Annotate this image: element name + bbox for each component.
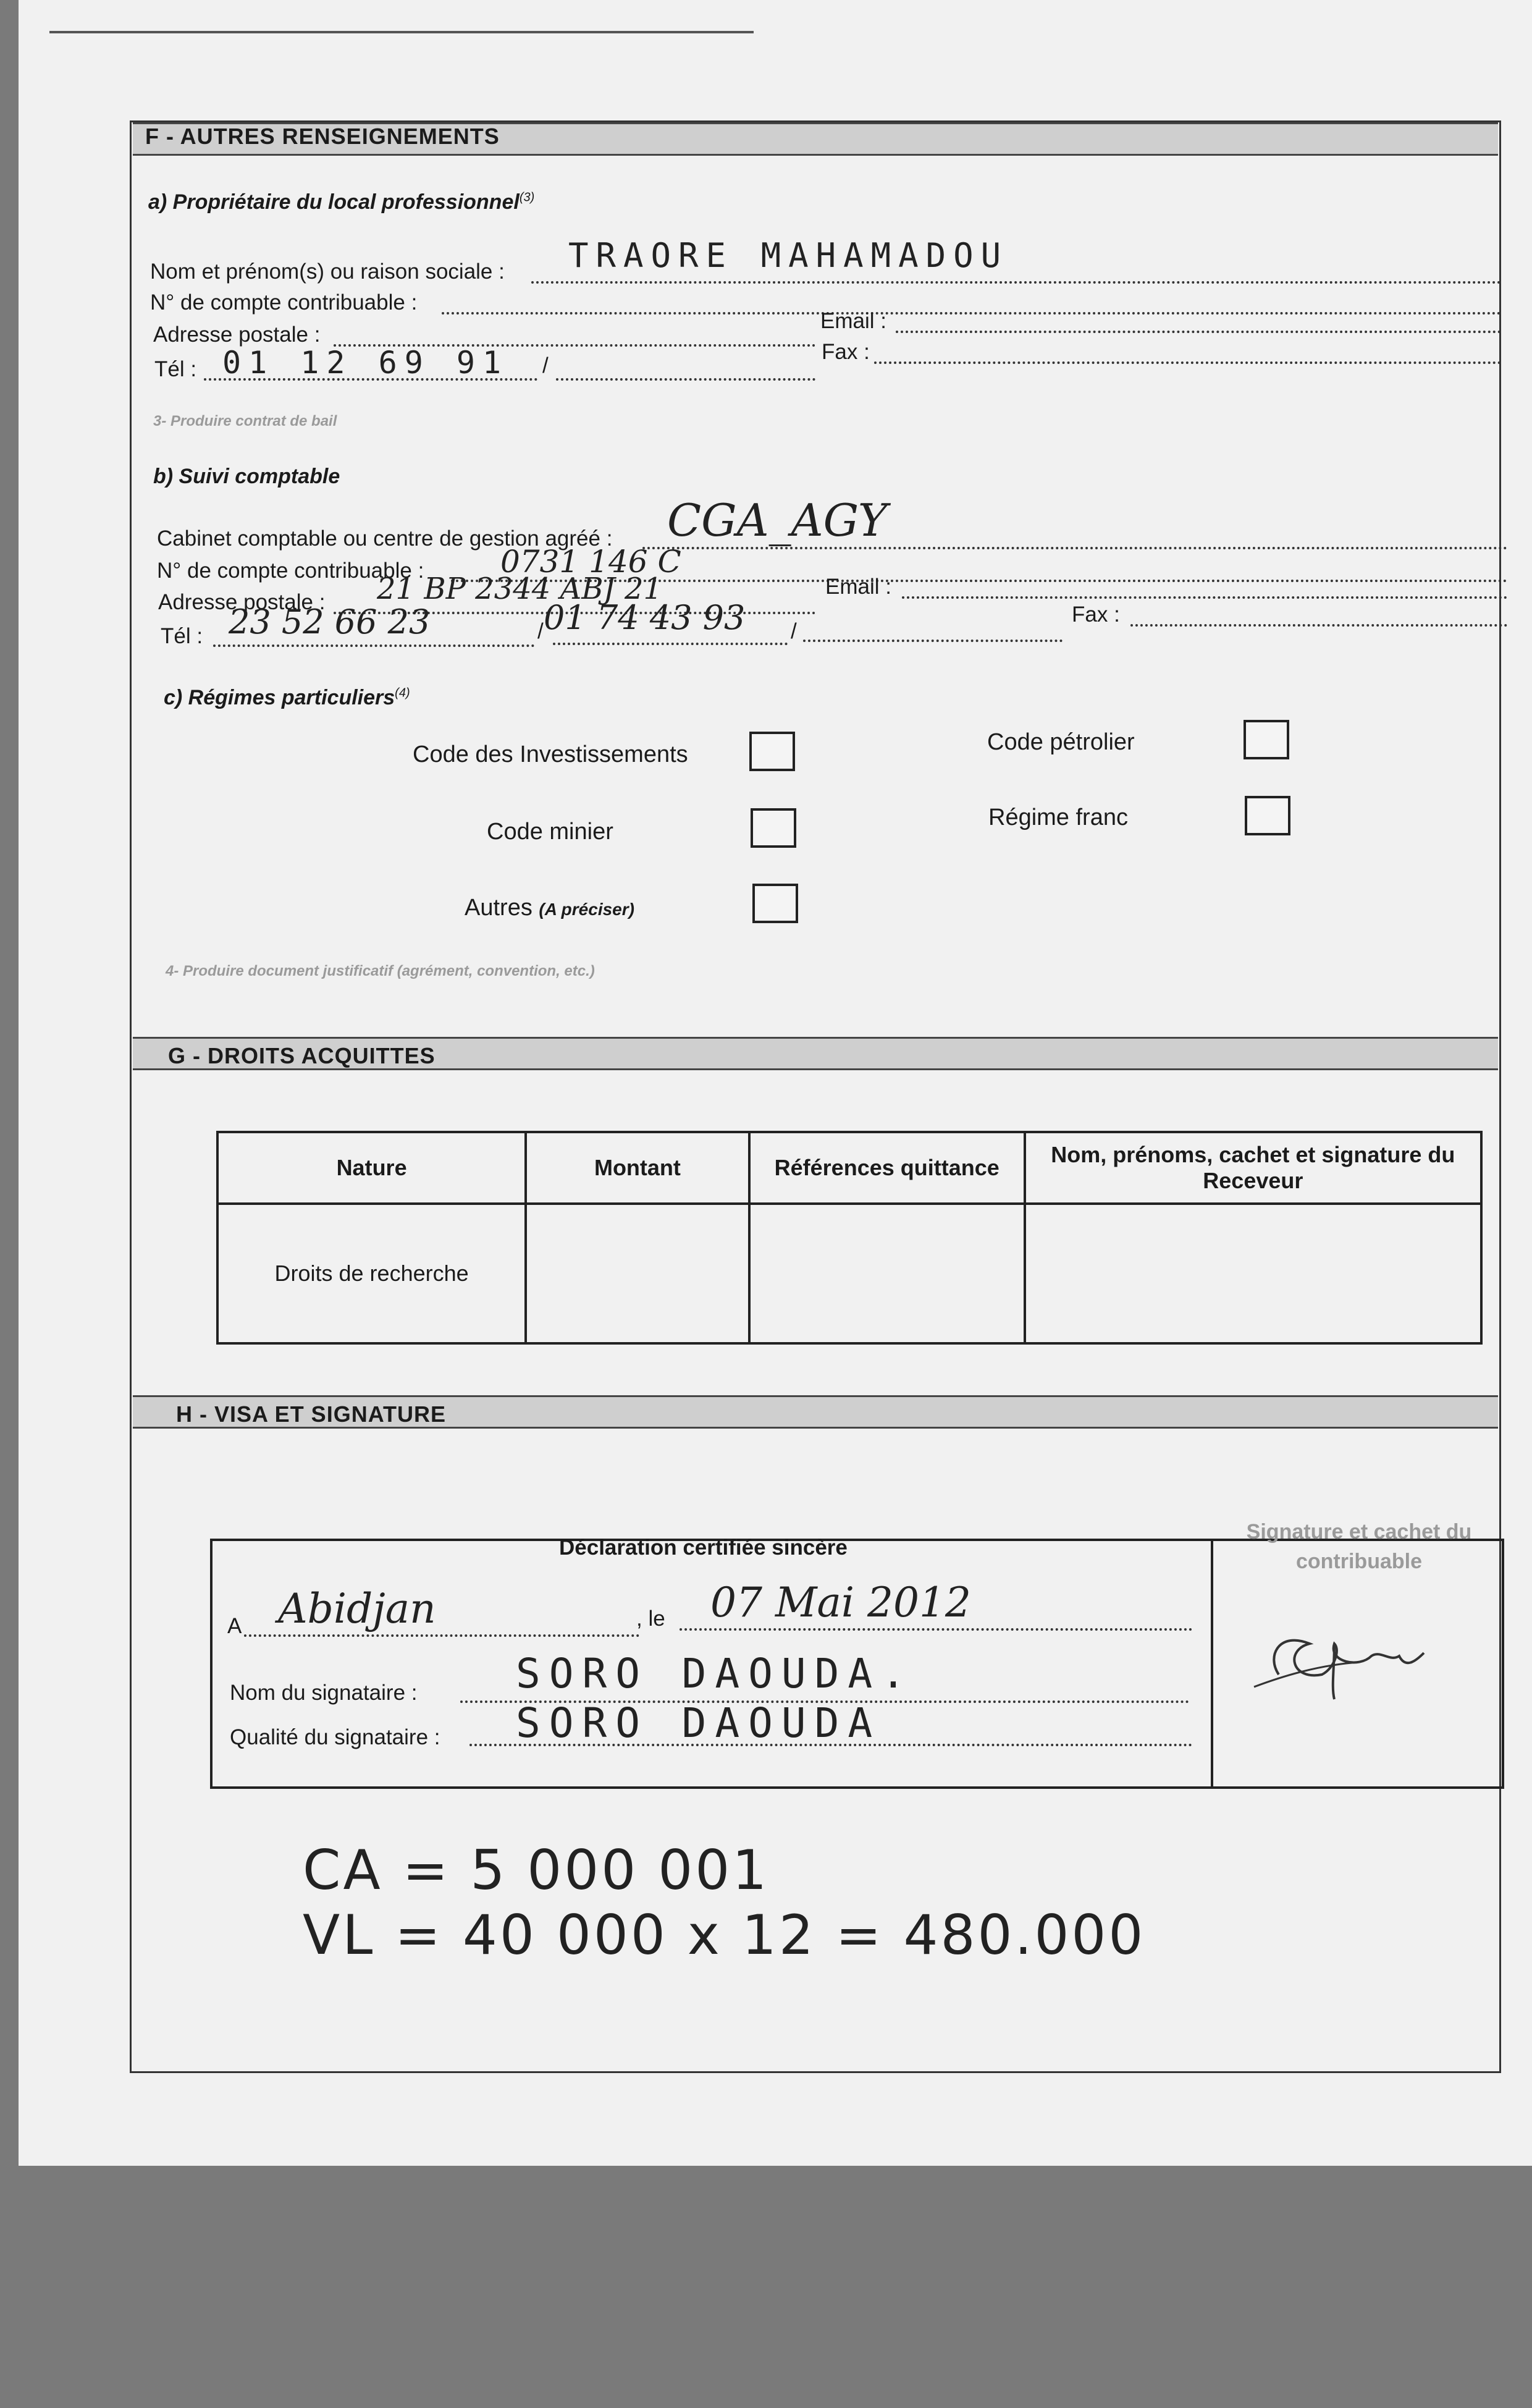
handwritten-ca: CA = 5 000 001 [303,1838,770,1902]
regime-autres-label [465,895,634,921]
cell-receveur[interactable] [1025,1204,1481,1343]
suivi-email-field[interactable] [902,596,1507,599]
section-g-title: G - DROITS ACQUITTES [168,1043,436,1068]
proprietaire-tel-value: 01 12 69 91 [222,345,509,381]
suivi-fax-label: Fax : [1072,602,1120,627]
proprietaire-email-label: Email : [820,309,886,333]
proprietaire-heading [148,190,534,214]
note-3: 3- Produire contrat de bail [153,413,337,429]
note-4: 4- Produire document justificatif (agrément, convention, etc.) [166,963,595,979]
lieu-field[interactable] [244,1634,639,1637]
regime-code-minier-label: Code minier [487,819,613,845]
suivi-fax-field[interactable] [1130,624,1507,627]
suivi-adresse-label: Adresse postale : [158,590,326,614]
regime-code-minier-checkbox[interactable] [751,808,796,848]
suivi-compte-label: N° de compte contribuable : [157,559,424,583]
proprietaire-nom-label: Nom et prénom(s) ou raison sociale : [150,260,505,284]
proprietaire-adresse-label: Adresse postale : [153,323,321,347]
col-nature: Nature [217,1132,526,1204]
section-h-title: H - VISA ET SIGNATURE [176,1401,447,1427]
cell-nature: Droits de recherche [217,1204,526,1343]
col-receveur: Nom, prénoms, cachet et signature du Receveur [1025,1132,1481,1204]
date-label: , le [636,1607,665,1631]
proprietaire-tel-label: Tél : [154,357,197,381]
proprietaire-ref: (3) [519,190,535,205]
lieu-value: Abidjan [278,1585,436,1633]
regime-autres-qualifier: (A préciser) [539,900,634,919]
handwritten-vl: VL = 40 000 x 12 = 480.000 [303,1903,1146,1967]
proprietaire-fax-field[interactable] [874,361,1501,364]
droits-header-row [217,1132,1481,1204]
suivi-tel2-field[interactable] [553,643,788,645]
cell-references[interactable] [749,1204,1025,1343]
col-references: Références quittance [749,1132,1025,1204]
cabinet-field[interactable] [642,547,1507,549]
suivi-tel3-field[interactable] [803,640,1063,642]
signature-cachet-label: Signature et cachet du contribuable [1246,1520,1472,1573]
declaration-title: Déclaration certifiée sincère [559,1536,848,1560]
scan-artifact-line [49,31,754,33]
col-montant: Montant [526,1132,749,1204]
date-value: 07 Mai 2012 [710,1579,971,1626]
proprietaire-heading-text: a) Propriétaire du local professionnel [148,190,520,214]
suivi-tel-label: Tél : [161,624,203,648]
proprietaire-compte-label: N° de compte contribuable : [150,290,418,315]
suivi-email-label: Email : [825,575,891,599]
regime-code-investissements-checkbox[interactable] [749,732,795,771]
proprietaire-tel-sep: / [542,353,549,378]
regime-code-petrolier-label: Code pétrolier [987,729,1135,755]
regime-code-investissements-label: Code des Investissements [413,741,688,767]
suivi-tel-sep2: / [791,619,797,643]
cabinet-label: Cabinet comptable ou centre de gestion agréé : [157,526,613,551]
regime-autres-checkbox[interactable] [752,884,798,923]
proprietaire-email-field[interactable] [896,331,1501,333]
suivi-tel-value2: 01 74 43 93 [544,598,746,637]
suivi-tel-value: 23 52 66 23 [229,602,431,641]
droits-table [216,1131,1483,1345]
table-row [217,1204,1481,1343]
regime-franc-label: Régime franc [988,805,1128,830]
proprietaire-compte-field[interactable] [442,312,1501,315]
proprietaire-fax-label: Fax : [822,340,870,364]
regime-autres-text: Autres [465,895,532,921]
suivi-tel-sep: / [537,619,544,643]
suivi-tel-field[interactable] [213,644,534,647]
suivi-adresse-value: 21 BP 2344 ABJ 21 [377,572,663,606]
cell-montant[interactable] [526,1204,749,1343]
qualite-signataire-label: Qualité du signataire : [230,1725,440,1749]
suivi-heading: b) Suivi comptable [153,465,340,488]
regimes-heading-text: c) Régimes particuliers [164,686,395,709]
regimes-ref: (4) [395,686,410,700]
visa-divider [1211,1539,1213,1789]
date-field[interactable] [680,1628,1192,1631]
cabinet-value: CGA_AGY [667,494,888,546]
section-f-title: F - AUTRES RENSEIGNEMENTS [145,124,500,149]
regime-franc-checkbox[interactable] [1245,796,1290,835]
proprietaire-nom-value: TRAORE MAHAMADOU [568,236,1009,275]
lieu-label: A [227,1614,242,1638]
qualite-signataire-value: SORO DAOUDA [516,1699,882,1747]
signature-mark [1242,1607,1446,1718]
nom-signataire-value: SORO DAOUDA. [516,1650,914,1697]
proprietaire-nom-field[interactable] [531,281,1501,284]
suivi-compte-value: 0731 146 C [500,544,681,580]
regimes-heading [164,686,410,710]
nom-signataire-label: Nom du signataire : [230,1681,418,1705]
regime-code-petrolier-checkbox[interactable] [1244,720,1289,759]
proprietaire-tel2-field[interactable] [556,378,815,381]
